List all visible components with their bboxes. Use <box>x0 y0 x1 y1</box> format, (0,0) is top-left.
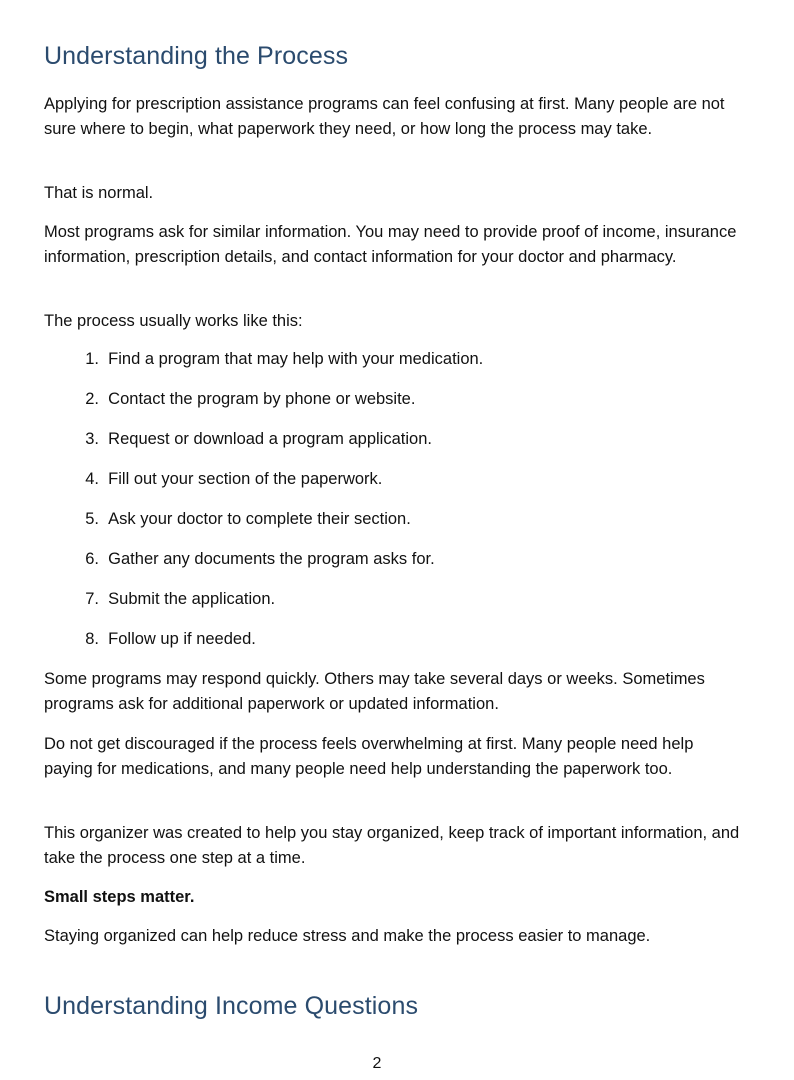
step-number: 1. <box>85 350 99 368</box>
section-heading-process: Understanding the Process <box>44 42 349 70</box>
step-text: Fill out your section of the paperwork. <box>108 470 383 488</box>
step-text: Follow up if needed. <box>108 630 256 648</box>
list-item <box>44 547 483 587</box>
process-lead-paragraph: The process usually works like this: <box>44 312 303 330</box>
step-text: Find a program that may help with your medication. <box>108 350 484 368</box>
step-text: Contact the program by phone or website. <box>108 390 416 408</box>
step-text: Gather any documents the program asks for. <box>108 550 435 568</box>
response-time-paragraph: Some programs may respond quickly. Others may take several days or weeks. Sometimes programs ask for additional paperwork or updated information. <box>44 670 705 713</box>
step-number: 3. <box>85 430 99 448</box>
step-text: Request or download a program application. <box>108 430 432 448</box>
normal-paragraph: That is normal. <box>44 184 154 202</box>
small-steps-callout: Small steps matter. <box>44 888 195 906</box>
step-number: 6. <box>85 550 99 568</box>
staying-organized-paragraph: Staying organized can help reduce stress and make the process easier to manage. <box>44 927 651 945</box>
process-steps-list <box>44 347 483 667</box>
page-number: 2 <box>372 1055 382 1072</box>
section-heading-income: Understanding Income Questions <box>44 992 419 1020</box>
step-number: 8. <box>85 630 99 648</box>
list-item <box>44 467 483 507</box>
organizer-purpose-paragraph: This organizer was created to help you stay organized, keep track of important information, and take the process one step at a time. <box>44 824 740 867</box>
step-number: 2. <box>85 390 99 408</box>
list-item <box>44 627 483 667</box>
step-number: 4. <box>85 470 99 488</box>
step-number: 7. <box>85 590 99 608</box>
step-text: Submit the application. <box>108 590 276 608</box>
information-paragraph: Most programs ask for similar information. You may need to provide proof of income, insurance information, prescription details, and contact information for your doctor and pharmacy. <box>44 223 737 266</box>
list-item <box>44 387 483 427</box>
list-item <box>44 347 483 387</box>
list-item <box>44 507 483 547</box>
encouragement-paragraph: Do not get discouraged if the process feels overwhelming at first. Many people need help paying for medications, and many people need help understanding the paperwork too. <box>44 735 694 778</box>
step-number: 5. <box>85 510 99 528</box>
step-text: Ask your doctor to complete their section. <box>108 510 411 528</box>
list-item <box>44 587 483 627</box>
list-item <box>44 427 483 467</box>
intro-paragraph: Applying for prescription assistance programs can feel confusing at first. Many people are not sure where to begin, what paperwork they need, or how long the process may take. <box>44 95 725 138</box>
